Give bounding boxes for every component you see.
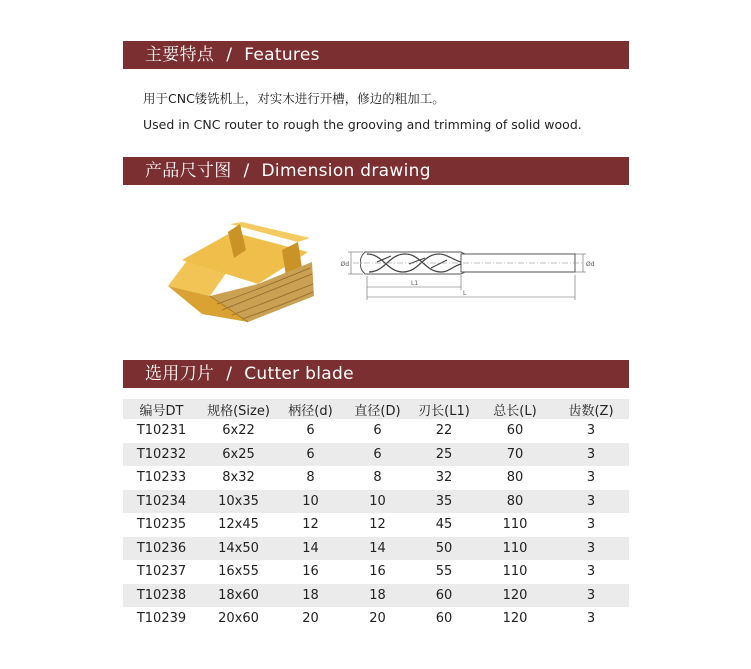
cell-diameter: 16 [369, 564, 386, 580]
cell-cut-length: 25 [411, 443, 477, 467]
l-dim [367, 275, 575, 300]
cell-cut-length: 45 [435, 517, 453, 533]
cell-flutes: 3 [586, 423, 596, 439]
cell-diameter: 20 [369, 611, 386, 627]
cell-cut-length: 32 [435, 470, 453, 486]
cell-code: T10235 [136, 517, 187, 533]
cell-flutes: 3 [553, 443, 629, 467]
cell-flutes: 3 [553, 537, 629, 561]
table-row [123, 466, 629, 490]
col-header-flutes: 齿数(Z) [553, 399, 629, 419]
features-heading-en: Features [244, 45, 320, 65]
cell-code: T10238 [123, 584, 200, 608]
cell-shank: 20 [302, 611, 319, 627]
cell-diameter: 18 [344, 584, 411, 608]
cell-flutes: 3 [553, 490, 629, 514]
table-row [123, 490, 629, 514]
cell-code: T10234 [123, 490, 200, 514]
cell-size: 18x60 [200, 584, 277, 608]
cell-total-length: 120 [477, 584, 553, 608]
features-text-cn: 用于CNC镂铣机上，对实木进行开槽，修边的粗加工。 [143, 91, 445, 106]
cell-flutes: 3 [553, 584, 629, 608]
cell-flutes: 3 [586, 517, 596, 533]
col-header-total-length: 总长(L) [477, 399, 553, 419]
cell-diameter: 6 [344, 443, 411, 467]
col-header-size: 规格(Size) [200, 399, 277, 419]
cell-shank: 16 [302, 564, 319, 580]
cell-shank: 6 [306, 423, 315, 439]
table-row [123, 513, 629, 537]
cell-code: T10236 [123, 537, 200, 561]
l-label: L [463, 290, 467, 297]
col-header-shank: 柄径(d) [277, 399, 344, 419]
dimension-heading-en: Dimension drawing [261, 161, 431, 181]
cutter-header [123, 360, 629, 388]
table-row [123, 419, 629, 443]
dia-right-label: Ød [586, 261, 595, 268]
cell-diameter: 12 [369, 517, 386, 533]
cell-shank: 8 [306, 470, 315, 486]
grooved-wood-illustration [162, 214, 322, 324]
cell-shank: 14 [277, 537, 344, 561]
cell-total-length: 110 [477, 537, 553, 561]
dimension-heading-cn: 产品尺寸图 [145, 161, 232, 181]
heading-separator: / [226, 45, 233, 65]
col-header-diameter: 直径(D) [344, 399, 411, 419]
cell-code: T10239 [136, 611, 187, 627]
cell-total-length: 80 [477, 490, 553, 514]
features-text-en: Used in CNC router to rough the grooving and trimming of solid wood. [143, 117, 582, 132]
l1-label: L1 [411, 280, 419, 287]
cell-flutes: 3 [586, 470, 596, 486]
cell-flutes: 3 [586, 564, 596, 580]
cell-size: 8x32 [222, 470, 255, 486]
dimension-header [123, 157, 629, 185]
cell-total-length: 60 [506, 423, 524, 439]
cell-flutes: 3 [586, 611, 596, 627]
cell-size: 6x25 [200, 443, 277, 467]
cell-shank: 6 [277, 443, 344, 467]
end-mill-drawing [340, 238, 595, 306]
col-header-code: 编号DT [123, 399, 200, 419]
cell-total-length: 120 [502, 611, 528, 627]
table-row [123, 607, 629, 631]
cell-total-length: 110 [502, 564, 528, 580]
cell-code: T10231 [136, 423, 187, 439]
features-heading-cn: 主要特点 [145, 45, 215, 65]
table-row [123, 537, 629, 561]
cell-code: T10233 [136, 470, 187, 486]
cutter-heading-en: Cutter blade [244, 364, 354, 384]
cell-cut-length: 60 [411, 584, 477, 608]
cell-shank: 18 [277, 584, 344, 608]
table-row [123, 560, 629, 584]
cell-size: 6x22 [222, 423, 255, 439]
cell-size: 14x50 [200, 537, 277, 561]
cell-shank: 10 [277, 490, 344, 514]
dia-left-label: Ød [340, 261, 349, 268]
spec-table [123, 399, 629, 631]
cell-cut-length: 60 [435, 611, 453, 627]
cell-code: T10232 [123, 443, 200, 467]
cell-diameter: 14 [344, 537, 411, 561]
cell-total-length: 110 [502, 517, 528, 533]
cell-diameter: 6 [373, 423, 382, 439]
cell-cut-length: 50 [411, 537, 477, 561]
cell-total-length: 70 [477, 443, 553, 467]
cell-diameter: 10 [344, 490, 411, 514]
cell-cut-length: 22 [435, 423, 453, 439]
heading-separator: / [226, 364, 233, 384]
features-header [123, 41, 629, 69]
cell-size: 12x45 [218, 517, 259, 533]
table-row [123, 584, 629, 608]
table-row [123, 443, 629, 467]
cell-cut-length: 55 [435, 564, 453, 580]
cell-size: 16x55 [218, 564, 259, 580]
cell-cut-length: 35 [411, 490, 477, 514]
heading-separator: / [243, 161, 250, 181]
col-header-cut-length: 刃长(L1) [411, 399, 477, 419]
cell-size: 20x60 [218, 611, 259, 627]
cell-total-length: 80 [506, 470, 524, 486]
cell-code: T10237 [136, 564, 187, 580]
cell-shank: 12 [302, 517, 319, 533]
cell-diameter: 8 [373, 470, 382, 486]
l1-dim [367, 275, 461, 300]
cell-size: 10x35 [200, 490, 277, 514]
table-header-row [123, 399, 629, 419]
cutter-heading-cn: 选用刀片 [145, 364, 215, 384]
